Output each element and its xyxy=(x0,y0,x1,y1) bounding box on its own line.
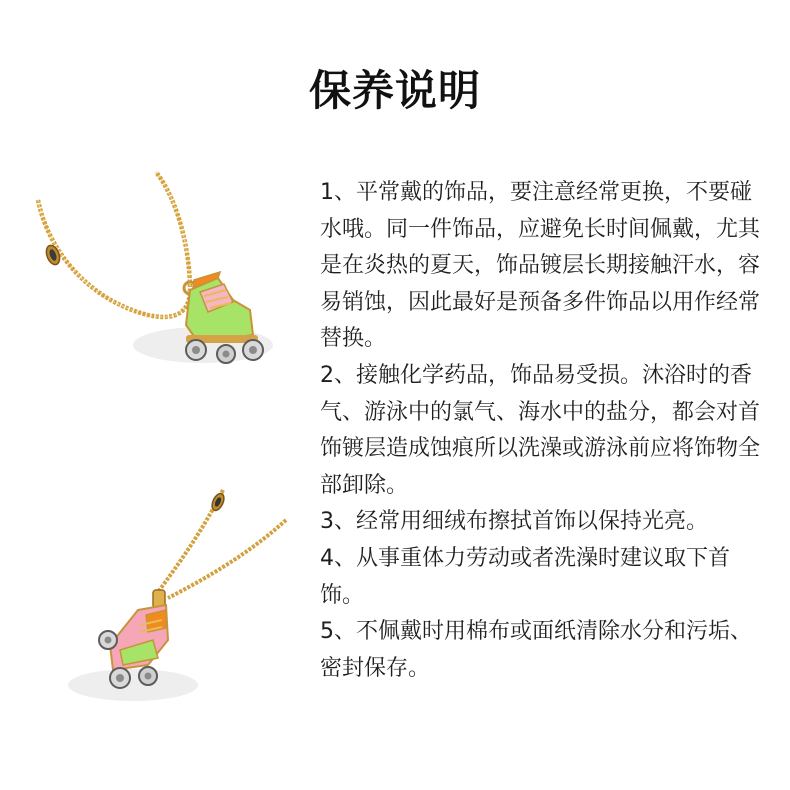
care-instructions-list xyxy=(320,175,760,687)
care-instruction-4: 4、从事重体力劳动或者洗澡时建议取下首饰。 xyxy=(320,545,730,608)
page-title: 保养说明 xyxy=(308,66,481,115)
care-instruction-5: 5、不佩戴时用棉布或面纸清除水分和污垢、密封保存。 xyxy=(320,619,752,681)
care-instruction-2: 2、接触化学药品，饰品易受损。沐浴时的香气、游泳中的氯气、海水中的盐分，都会对首饰镀层造成蚀痕所以洗澡或游泳前应将饰物全部卸除。 xyxy=(320,362,761,498)
care-instruction-3: 3、经常用细绒布擦拭首饰以保持光亮。 xyxy=(320,509,708,535)
care-instruction-1: 1、平常戴的饰品，要注意经常更换，不要碰水哦。同一件饰品，应避免长时间佩戴，尤其是在炎热的夏天，饰品镀层长期接触汗水，容易销蚀，因此最好是预备多件饰品以用作经常替换。 xyxy=(320,180,761,352)
roller-skate-pendant-image xyxy=(28,480,290,720)
roller-skate-necklace-image xyxy=(28,160,290,390)
